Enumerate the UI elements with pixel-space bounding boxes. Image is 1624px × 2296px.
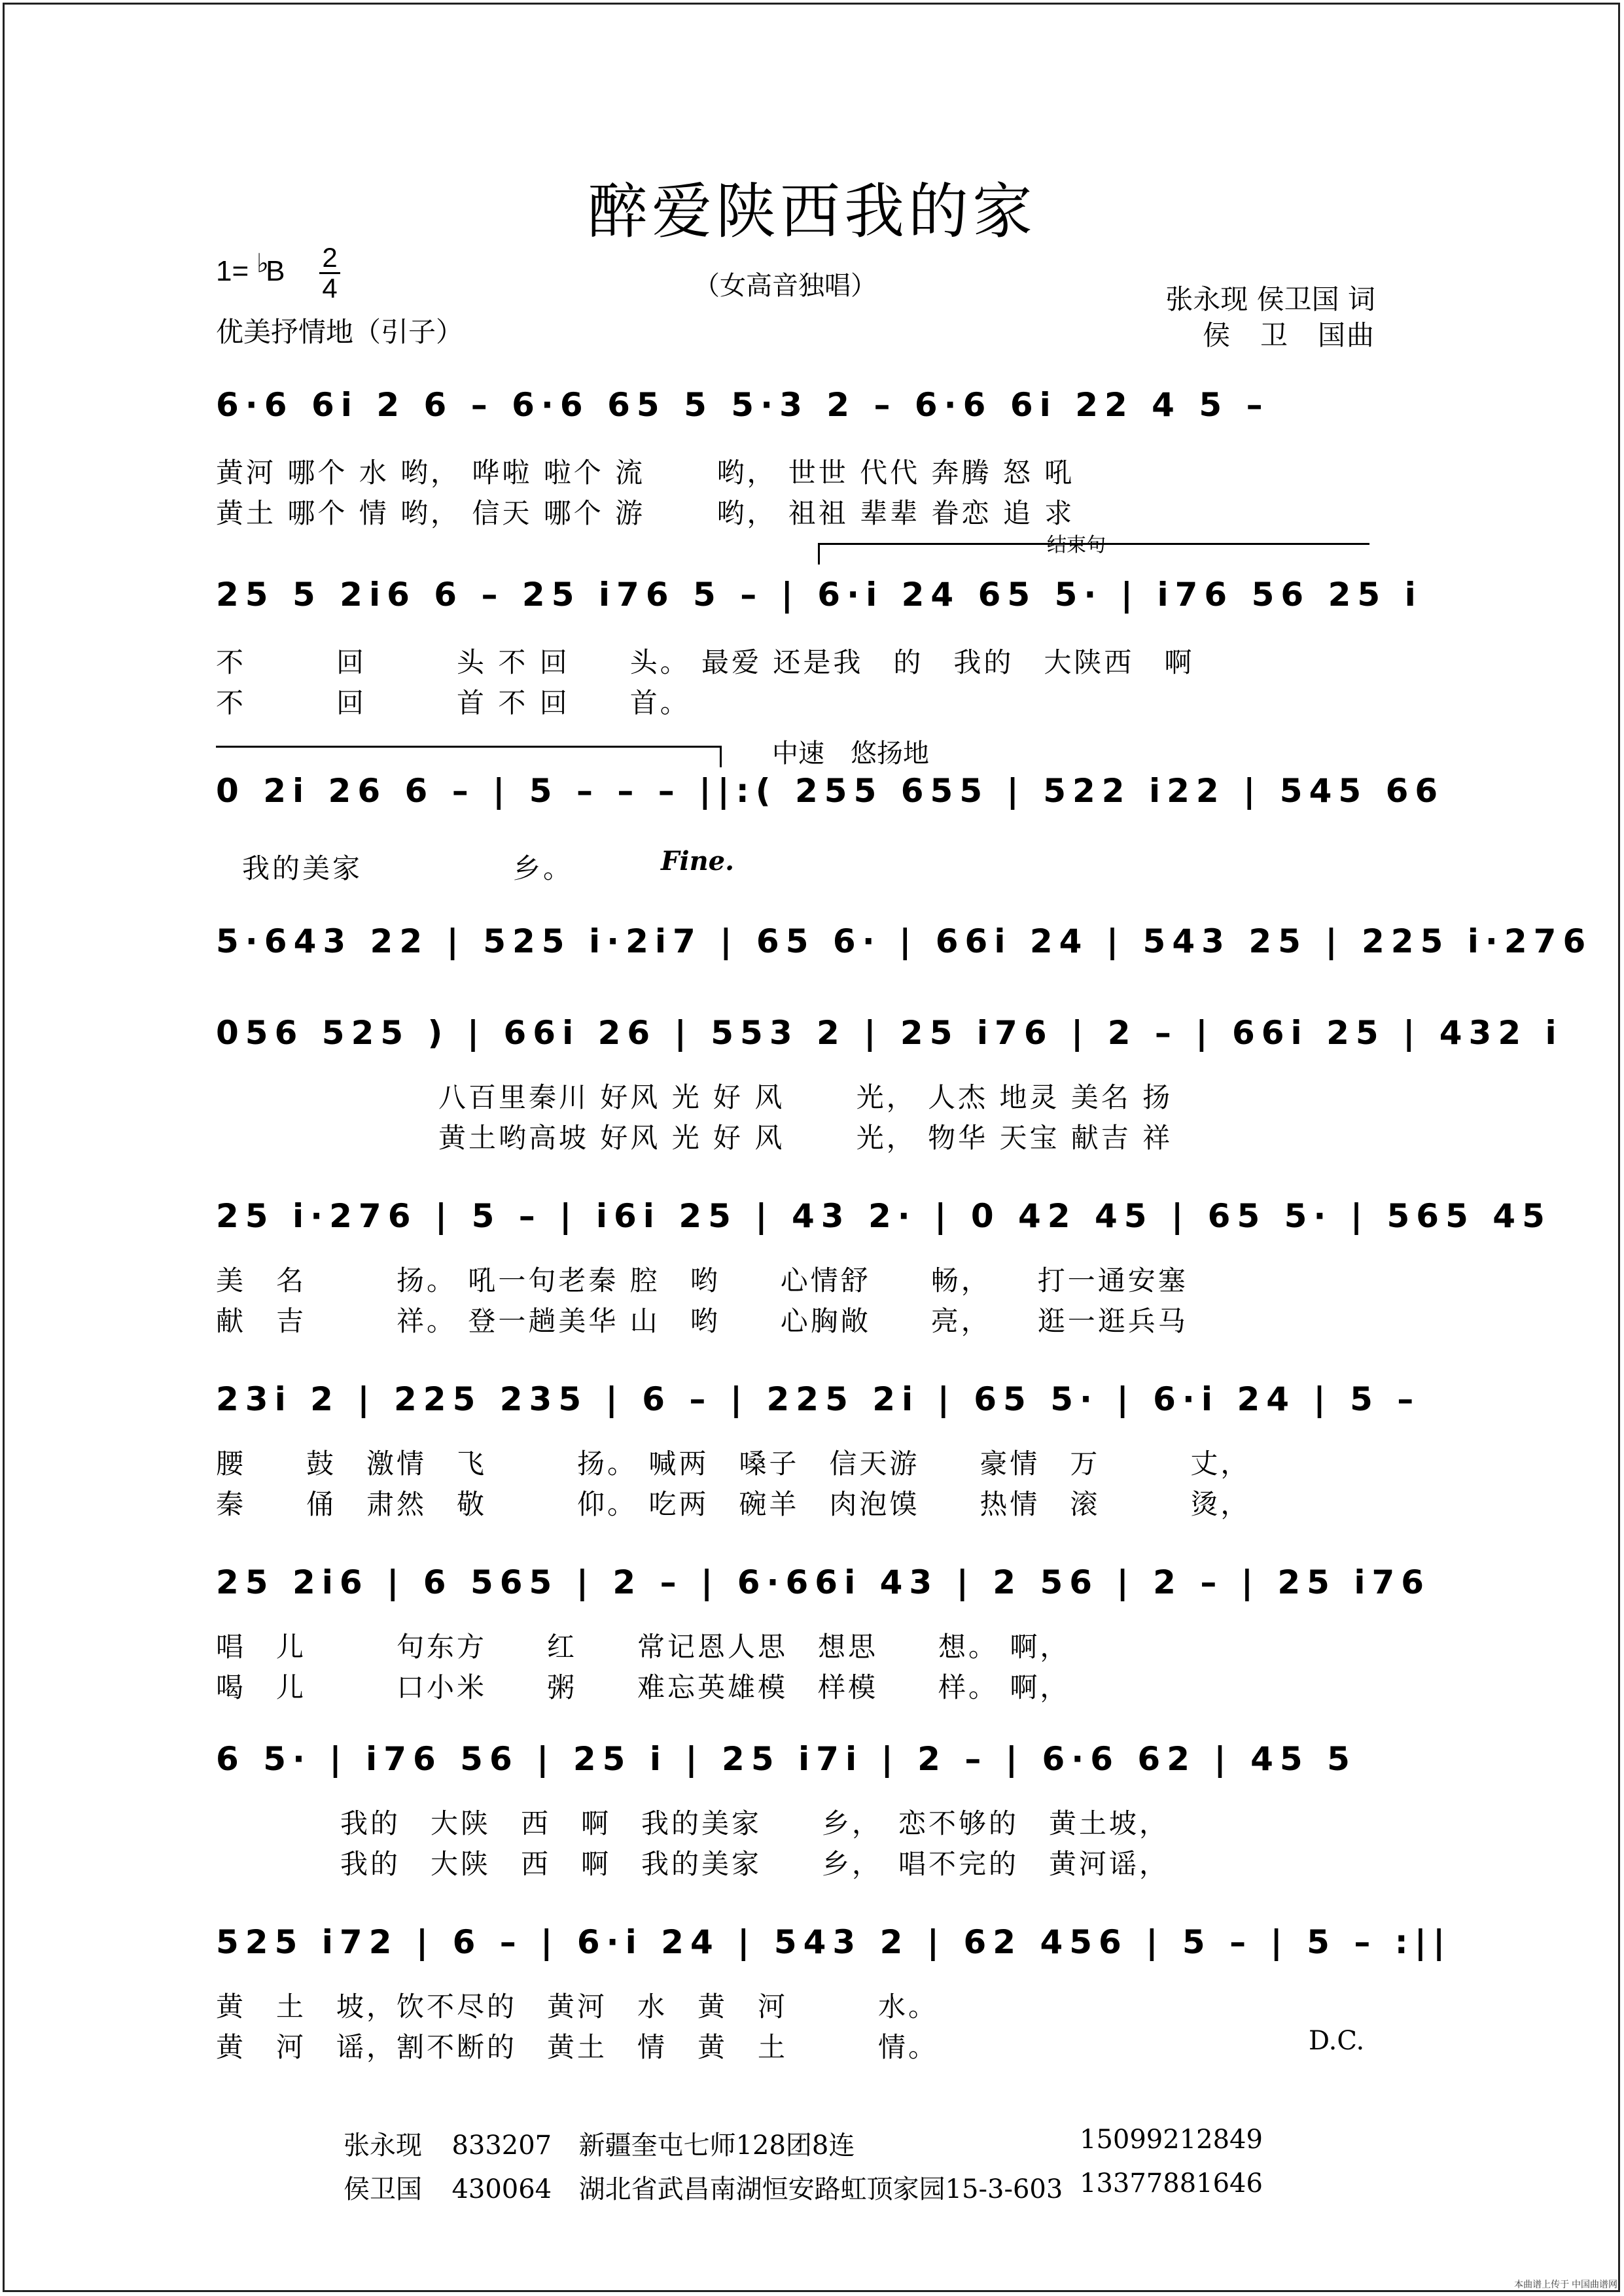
tempo-intro: 优美抒情地（引子） xyxy=(216,316,464,348)
contact-address: 新疆奎屯七师128团8连 xyxy=(578,2131,855,2161)
lyric-verse-2: 喝 儿 口小米 粥 难忘英雄模 样模 样。 啊， xyxy=(216,1671,1070,1703)
lyric-verse-2: 我的 大陕 西 啊 我的美家 乡， 唱不完的 黄河谣， xyxy=(340,1848,1170,1880)
lyric-verse-2: 秦 俑 肃然 敬 仰。 吃两 碗羊 肉泡馍 热情 滚 烫， xyxy=(216,1488,1251,1520)
lyric-verse-2: 黄土 哪个 情 哟， 信天 哪个 游 哟， 祖祖 辈辈 眷恋 追 求 xyxy=(216,497,1075,529)
system-6 xyxy=(216,1177,1551,1348)
contact-name: 张永现 xyxy=(344,2131,422,2161)
key-prefix: 1= xyxy=(216,255,249,287)
lyric-verse-1: 八百里秦川 好风 光 好 风 光， 人杰 地灵 美名 扬 xyxy=(438,1081,1173,1113)
subtitle: （女高音独唱） xyxy=(694,271,877,301)
fine-mark: Fine. xyxy=(661,846,735,877)
lyricist: 张永现 侯卫国 词 xyxy=(1165,283,1375,315)
lyric-verse-1: 美 名 扬。 吼一句老秦 腔 哟 心情舒 畅， 打一通安塞 xyxy=(216,1264,1188,1296)
watermark: 本曲谱上传于 中国曲谱网 xyxy=(1514,2279,1617,2289)
lyric-verse-1: 腰 鼓 激情 飞 扬。 喊两 嗓子 信天游 豪情 万 丈， xyxy=(216,1448,1251,1480)
tempo-mid: 中速 悠扬地 xyxy=(772,739,929,769)
contact-name: 侯卫国 xyxy=(344,2174,422,2204)
system-2 xyxy=(216,534,1422,726)
notation-row: 23i 2 | 225 235 | 6 – | 225 2i | 65 5· | 6·i 24 | 5 – xyxy=(216,1380,1421,1418)
lyric-verse-2: 黄 河 谣，割不断的 黄土 情 黄 土 情。 xyxy=(216,2031,939,2063)
lyric-verse-1: 黄 土 坡，饮不尽的 黄河 水 黄 河 水。 xyxy=(216,1991,939,2023)
key-note: B xyxy=(266,255,285,287)
notation-row: 25 5 2i6 6 – 25 i76 5 – | 6·i 24 65 5· | i76 56 25 i xyxy=(216,576,1422,614)
flat-sign: ♭ xyxy=(256,249,269,279)
lyric-verse-1: 黄河 哪个 水 哟， 哗啦 啦个 流 哟， 世世 代代 奔腾 怒 吼 xyxy=(216,457,1075,489)
notation-row: 6·6 6i 2 6 – 6·6 65 5 5·3 2 – 6·6 6i 22 4 5 – xyxy=(216,386,1269,424)
lyric-verse-1: 不 回 头 不 回 头。 最爱 还是我 的 我的 大陕西 啊 xyxy=(216,646,1195,678)
lyric-verse-2: 黄土哟高坡 好风 光 好 风 光， 物华 天宝 献吉 祥 xyxy=(438,1122,1173,1154)
lyric-verse-2: 献 吉 祥。 登一趟美华 山 哟 心胸敞 亮， 逛一逛兵马 xyxy=(216,1305,1188,1337)
lyric-verse-1: 我的 大陕 西 啊 我的美家 乡， 恋不够的 黄土坡， xyxy=(340,1807,1170,1839)
system-1 xyxy=(216,366,1377,536)
notation-row: 056 525 ) | 66i 26 | 553 2 | 25 i76 | 2 – | 66i 25 | 432 i xyxy=(216,1014,1563,1052)
ending-label: 结束句 xyxy=(1047,534,1106,557)
system-4 xyxy=(216,903,1593,988)
notation-row: 6 5· | i76 56 | 25 i | 25 i7i | 2 – | 6·6 62 | 45 5 xyxy=(216,1740,1356,1778)
notation-row: 25 2i6 | 6 565 | 2 – | 6·66i 43 | 2 56 | 2 – | 25 i76 xyxy=(216,1563,1431,1601)
time-top: 2 xyxy=(322,242,338,273)
contact-address: 湖北省武昌南湖恒安路虹顶家园15-3-603 xyxy=(578,2174,1063,2204)
system-3 xyxy=(216,739,1445,884)
contact-row-1 xyxy=(344,2125,855,2162)
lyric-verse-1: 我的美家 乡。 xyxy=(242,852,574,884)
notation-row: 525 i72 | 6 – | 6·i 24 | 543 2 | 62 456 | 5 – | 5 – :|| xyxy=(216,1923,1452,1961)
dc-mark: D.C. xyxy=(1309,2026,1365,2056)
contact-phone-1: 15099212849 xyxy=(1080,2125,1263,2155)
system-7 xyxy=(216,1361,1421,1531)
key-signature xyxy=(216,255,285,288)
song-title: 醉爱陕西我的家 xyxy=(587,177,1036,247)
system-9 xyxy=(216,1720,1377,1890)
system-5 xyxy=(216,994,1563,1164)
time-signature xyxy=(319,243,340,303)
contact-phone-2: 13377881646 xyxy=(1080,2168,1263,2199)
lyric-verse-1: 唱 儿 句东方 红 常记恩人思 想思 想。 啊， xyxy=(216,1631,1070,1663)
system-8 xyxy=(216,1544,1431,1714)
contact-zip: 833207 xyxy=(451,2131,552,2161)
contact-zip: 430064 xyxy=(451,2174,552,2204)
contact-row-2 xyxy=(344,2168,1063,2206)
notation-row: 25 i·276 | 5 – | i6i 25 | 43 2· | 0 42 45 | 65 5· | 565 45 xyxy=(216,1197,1551,1235)
composer: 侯 卫 国曲 xyxy=(1202,319,1375,351)
lyric-verse-2: 不 回 首 不 回 首。 xyxy=(216,687,690,719)
time-bottom: 4 xyxy=(322,273,338,304)
notation-row: 5·643 22 | 525 i·2i7 | 65 6· | 66i 24 | 543 25 | 225 i·276 xyxy=(216,922,1593,960)
system-10 xyxy=(216,1904,1452,2074)
notation-row: 0 2i 26 6 – | 5 – – – ||:( 255 655 | 522 i22 | 545 66 xyxy=(216,772,1445,810)
